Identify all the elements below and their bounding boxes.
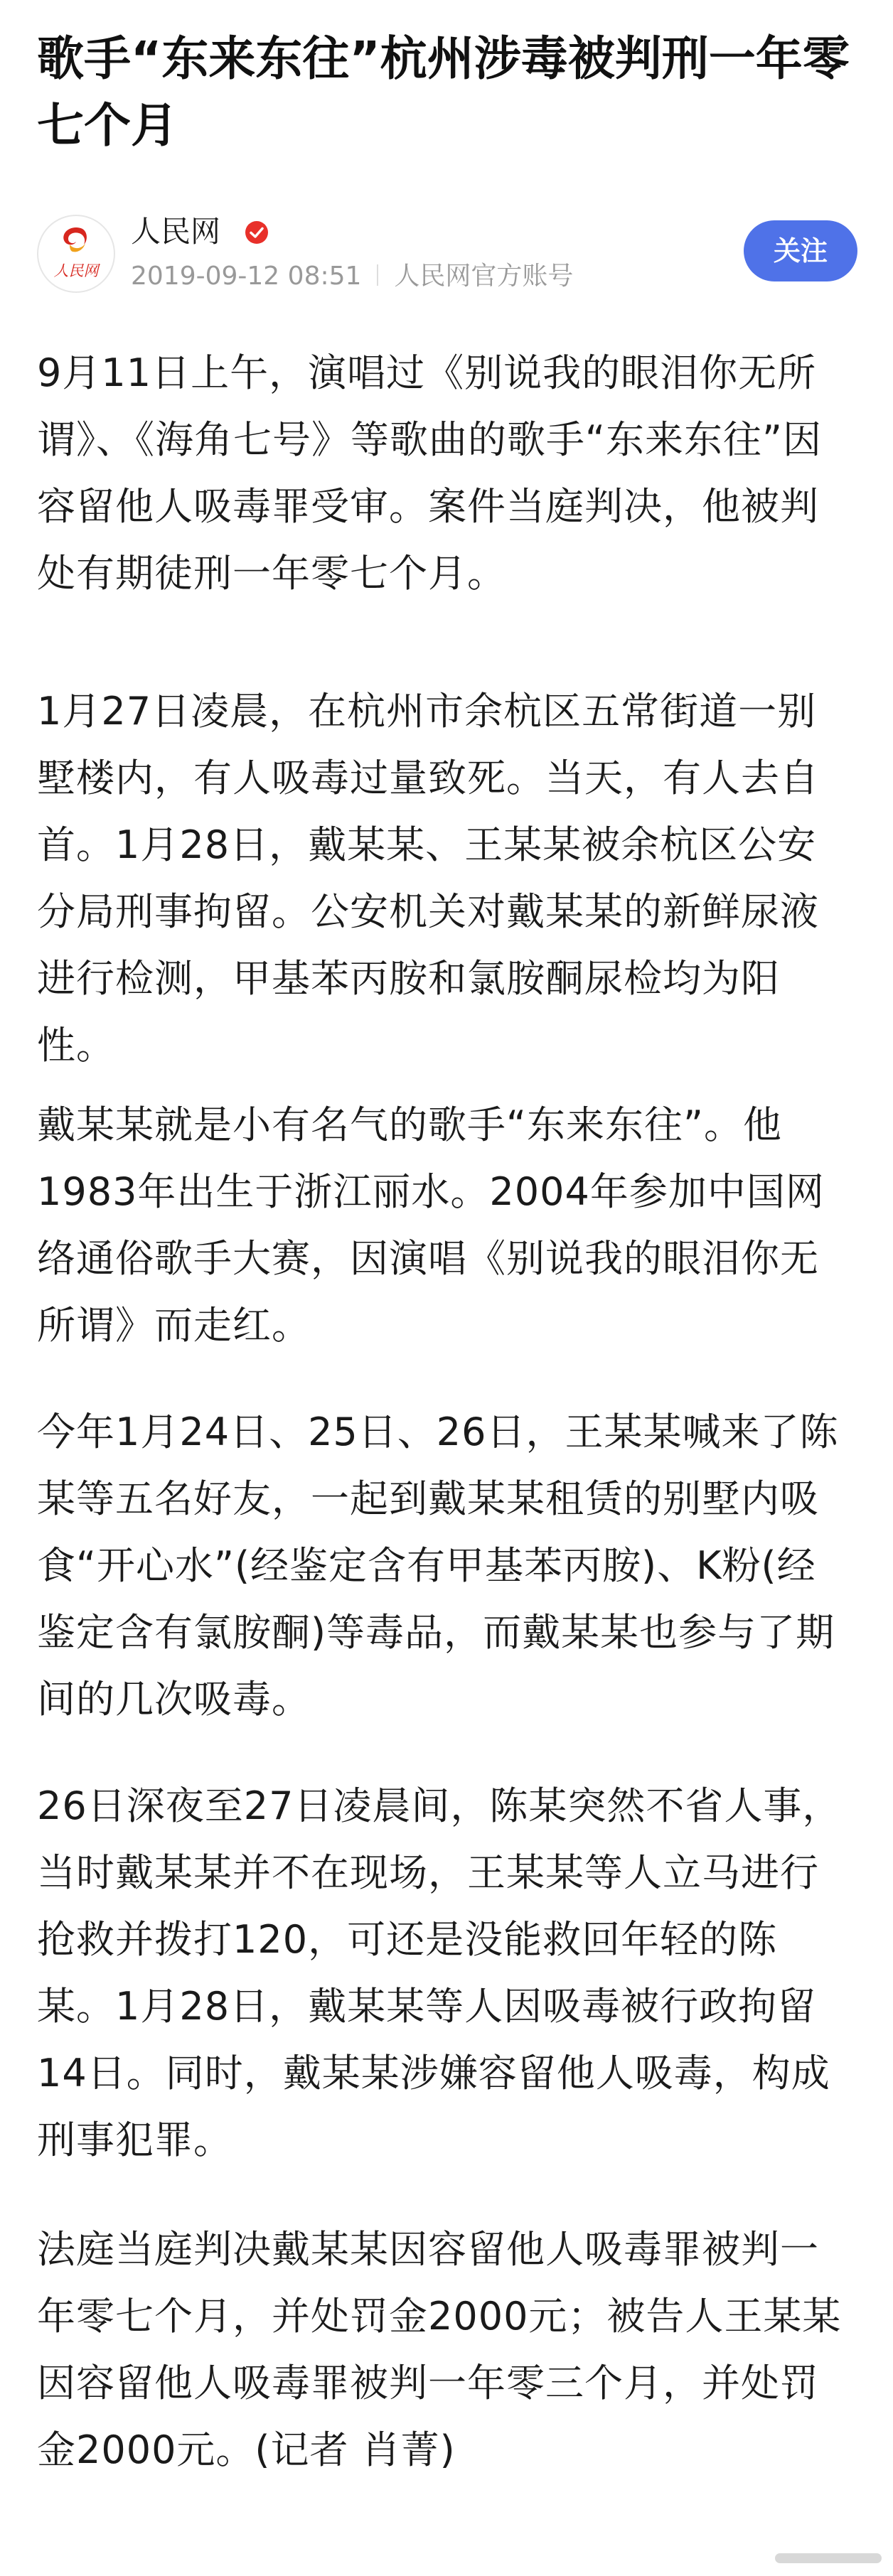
paragraph: 26日深夜至27日凌晨间，陈某突然不省人事，当时戴某某并不在现场，王某某等人立马进行抢救并拨打120，可还是没能救回年轻的陈某。1月28日，戴某某等人因吸毒被行政拘留14日。同时，戴某某涉嫌容留他人吸毒，构成刑事犯罪。 (37, 1783, 842, 2162)
author-bar (37, 210, 855, 303)
home-indicator (775, 2553, 882, 2563)
paragraph: 法庭当庭判决戴某某因容留他人吸毒罪被判一年零七个月，并处罚金2000元；被告人王某某因容留他人吸毒罪被判一年零三个月，并处罚金2000元。(记者 肖菁) (37, 2227, 842, 2472)
post-meta (131, 260, 573, 293)
publish-date: 2019-09-12 08:51 (131, 262, 362, 291)
paragraph: 今年1月24日、25日、26日，王某某喊来了陈某等五名好友，一起到戴某某租赁的别墅内吸食“开心水”(经鉴定含有甲基苯丙胺)、K粉(经鉴定含有氯胺酮)等毒品，而戴某某也参与了期间的几次吸毒。 (37, 1410, 839, 1722)
logo-text: 人民网 (53, 262, 99, 279)
verified-badge-icon (245, 220, 269, 245)
paragraph: 1月27日凌晨，在杭州市余杭区五常街道一别墅楼内，有人吸毒过量致死。当天，有人去自首。1月28日，戴某某、王某某被余杭区公安分局刑事拘留。公安机关对戴某某的新鲜尿液进行检测，甲基苯丙胺和氯胺酮尿检均为阳性。 (37, 689, 819, 1068)
author-name[interactable]: 人民网 (131, 214, 221, 249)
follow-button[interactable]: 关注 (744, 220, 857, 281)
paragraph: 9月11日上午，演唱过《别说我的眼泪你无所谓》、《海角七号》等歌曲的歌手“东来东往”因容留他人吸毒罪受审。案件当庭判决，他被判处有期徒刑一年零七个月。 (37, 350, 822, 596)
article-title: 歌手“东来东往”杭州涉毒被判刑一年零七个月 (37, 31, 850, 153)
avatar[interactable] (37, 215, 115, 293)
account-type: 人民网官方账号 (394, 262, 574, 291)
renminwang-logo-icon (38, 216, 114, 291)
meta-divider (377, 264, 378, 286)
paragraph: 戴某某就是小有名气的歌手“东来东往”。他1983年出生于浙江丽水。2004年参加中国网络通俗歌手大赛，因演唱《别说我的眼泪你无所谓》而走红。 (37, 1102, 825, 1348)
